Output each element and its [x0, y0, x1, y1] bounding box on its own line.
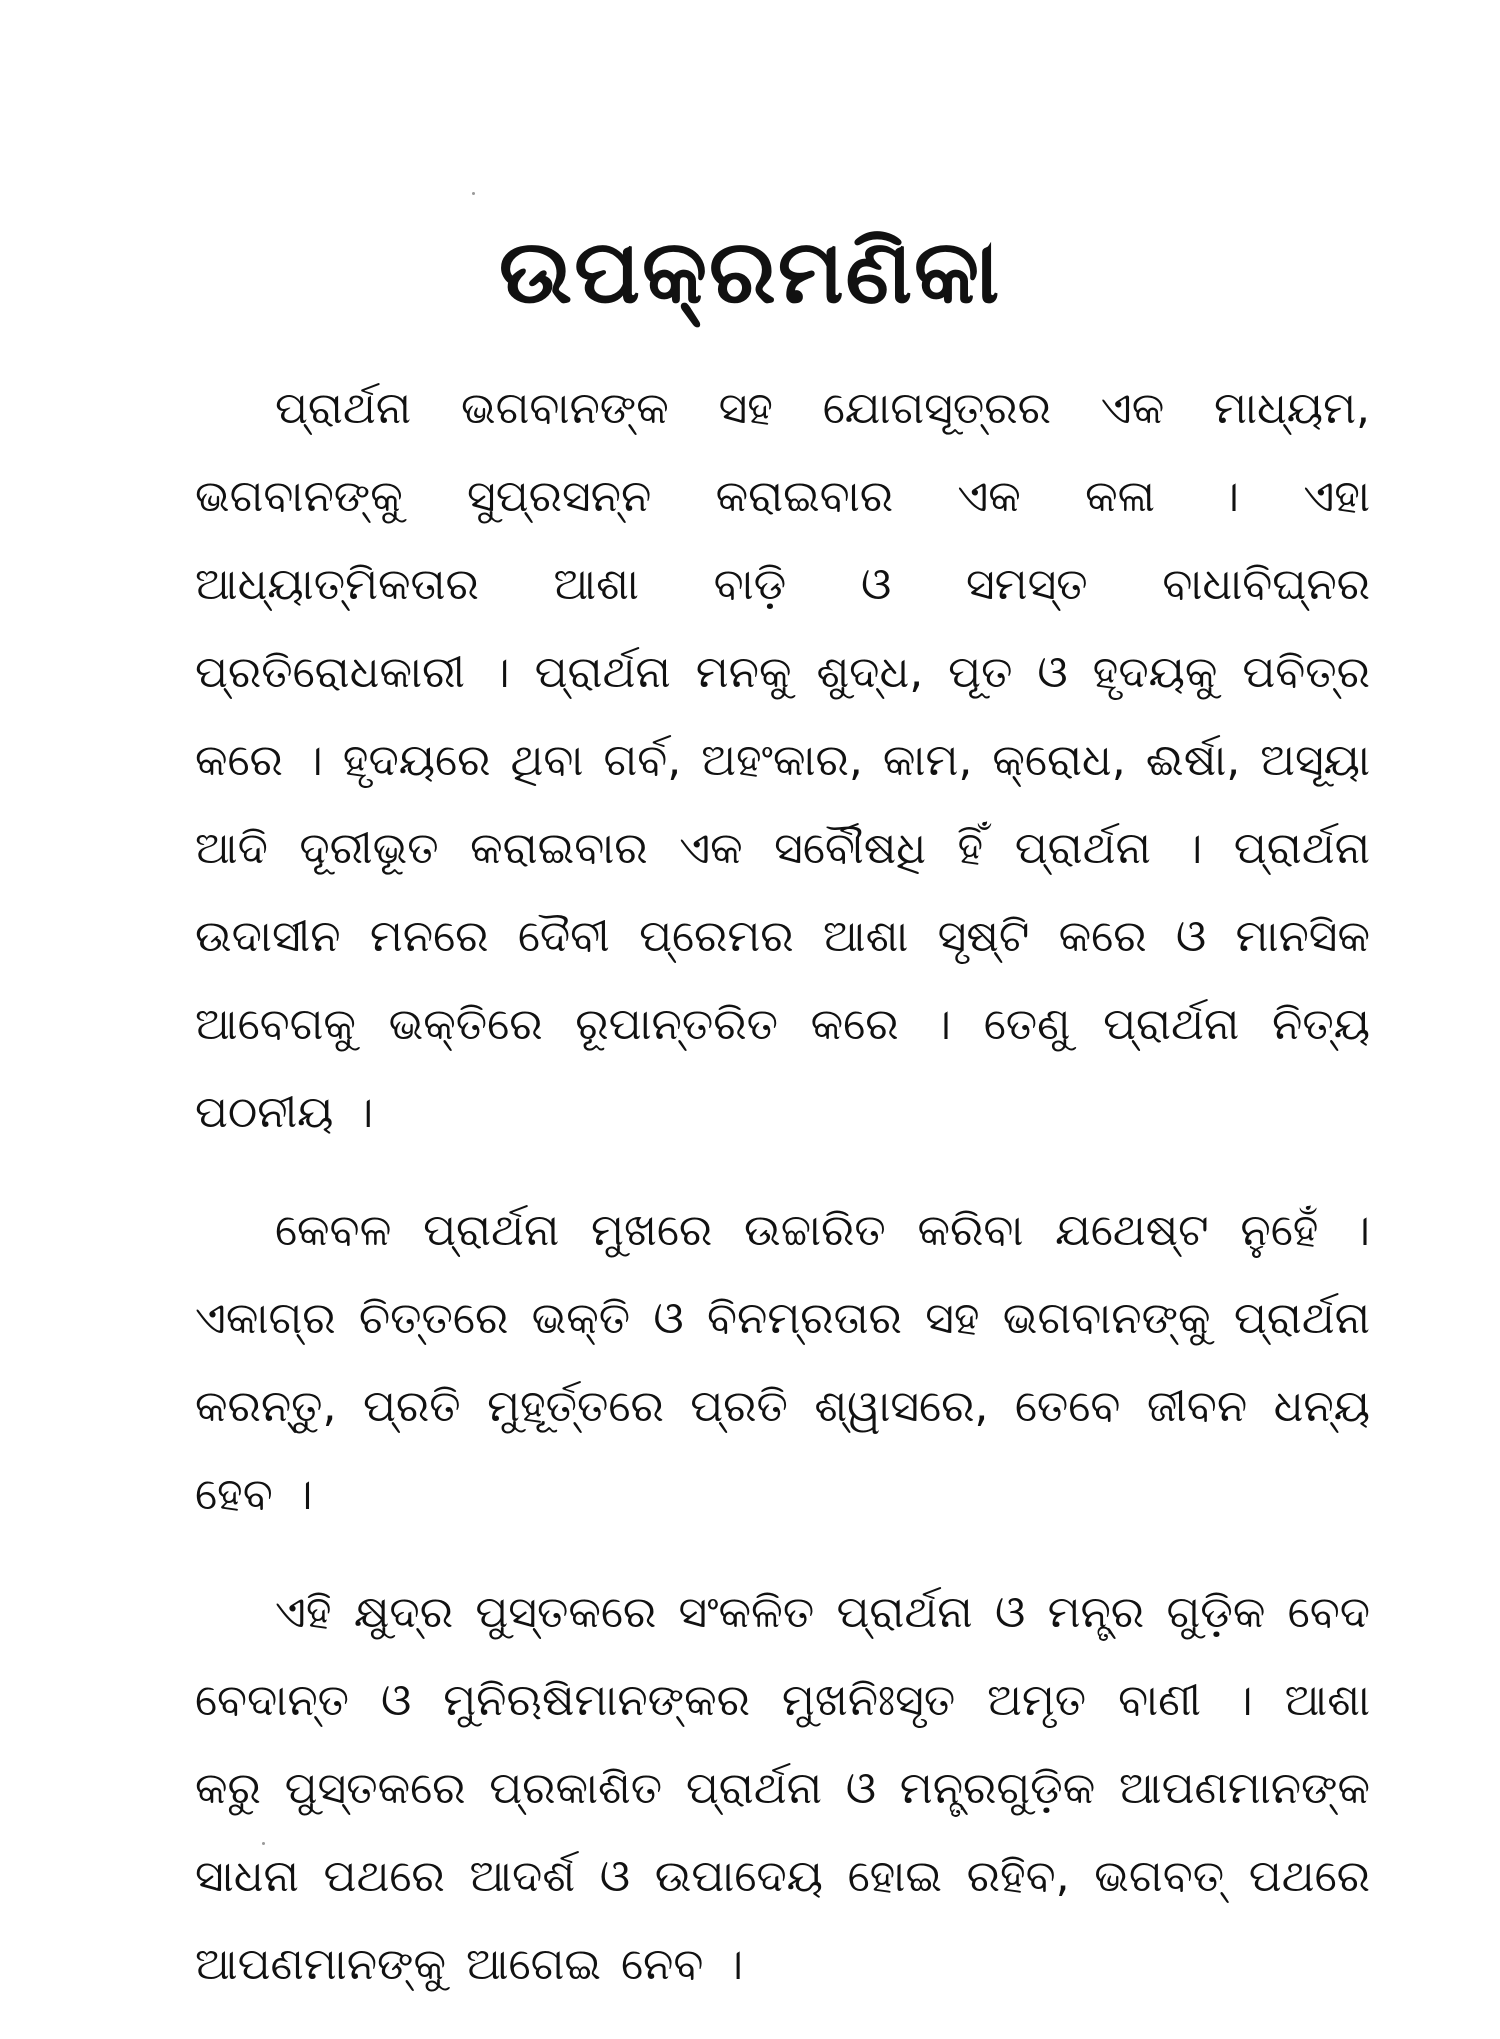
- paragraph-recitation: କେବଳ ପ୍ରାର୍ଥନା ମୁଖରେ ଉଚ୍ଚାରିତ କରିବା ଯଥେଷ୍ଟ ନୁହେଁ । ଏକାଗ୍ର ଚିତ୍ତରେ ଭକ୍ତି ଓ ବିନମ୍ରତାର ସହ ଭଗବାନଙ୍କୁ ପ୍ରାର୍ଥନା କରନ୍ତୁ, ପ୍ରତି ମୁହୂର୍ତ୍ତରେ ପ୍ରତି ଶ୍ୱାସରେ, ତେବେ ଜୀବନ ଧନ୍ୟ ହେବ ।: [195, 1205, 1370, 1520]
- page-title: ଉପକ୍ରମଣିକା: [498, 219, 1002, 323]
- paragraph-intro: ପ୍ରାର୍ଥନା ଭଗବାନଙ୍କ ସହ ଯୋଗସୂତ୍ରର ଏକ ମାଧ୍ୟମ, ଭଗବାନଙ୍କୁ ସୁପ୍ରସନ୍ନ କରାଇବାର ଏକ କଳା । ଏହା ଆଧ୍ୟାତ୍ମିକତାର ଆଶା ବାଡ଼ି ଓ ସମସ୍ତ ବାଧାବିଘ୍ନର ପ୍ରତିରୋଧକାରୀ । ପ୍ରାର୍ଥନା ମନକୁ ଶୁଦ୍ଧ, ପୂତ ଓ ହୃଦୟକୁ ପବିତ୍ର କରେ । ହୃଦୟରେ ଥିବା ଗର୍ବ, ଅହଂକାର, କାମ, କ୍ରୋଧ, ଈର୍ଷା, ଅସୂୟା ଆଦି ଦୂରୀଭୂତ କରାଇବାର ଏକ ସର୍ବୌଷଧି ହିଁ ପ୍ରାର୍ଥନା । ପ୍ରାର୍ଥନା ଉଦାସୀନ ମନରେ ଦୈବୀ ପ୍ରେମର ଆଶା ସୃଷ୍ଟି କରେ ଓ ମାନସିକ ଆବେଗକୁ ଭକ୍ତିରେ ରୂପାନ୍ତରିତ କରେ । ତେଣୁ ପ୍ରାର୍ଥନା ନିତ୍ୟ ପଠନୀୟ ।: [195, 383, 1370, 1138]
- body-text: [195, 365, 1370, 2039]
- paragraph-book: ଏହି କ୍ଷୁଦ୍ର ପୁସ୍ତକରେ ସଂକଳିତ ପ୍ରାର୍ଥନା ଓ ମନ୍ତ୍ର ଗୁଡ଼ିକ ବେଦ ବେଦାନ୍ତ ଓ ମୁନିଋଷିମାନଙ୍କର ମୁଖନିଃସୃତ ଅମୃତ ବାଣୀ । ଆଶା କରୁ ପୁସ୍ତକରେ ପ୍ରକାଶିତ ପ୍ରାର୍ଥନା ଓ ମନ୍ତ୍ରଗୁଡ଼ିକ ଆପଣମାନଙ୍କ ସାଧନା ପଥରେ ଆଦର୍ଶ ଓ ଉପାଦେୟ ହୋଇ ରହିବ, ଭଗବତ୍ ପଥରେ ଆପଣମାନଙ୍କୁ ଆଗେଇ ନେବ ।: [195, 1587, 1370, 1990]
- scan-speck: [472, 192, 475, 195]
